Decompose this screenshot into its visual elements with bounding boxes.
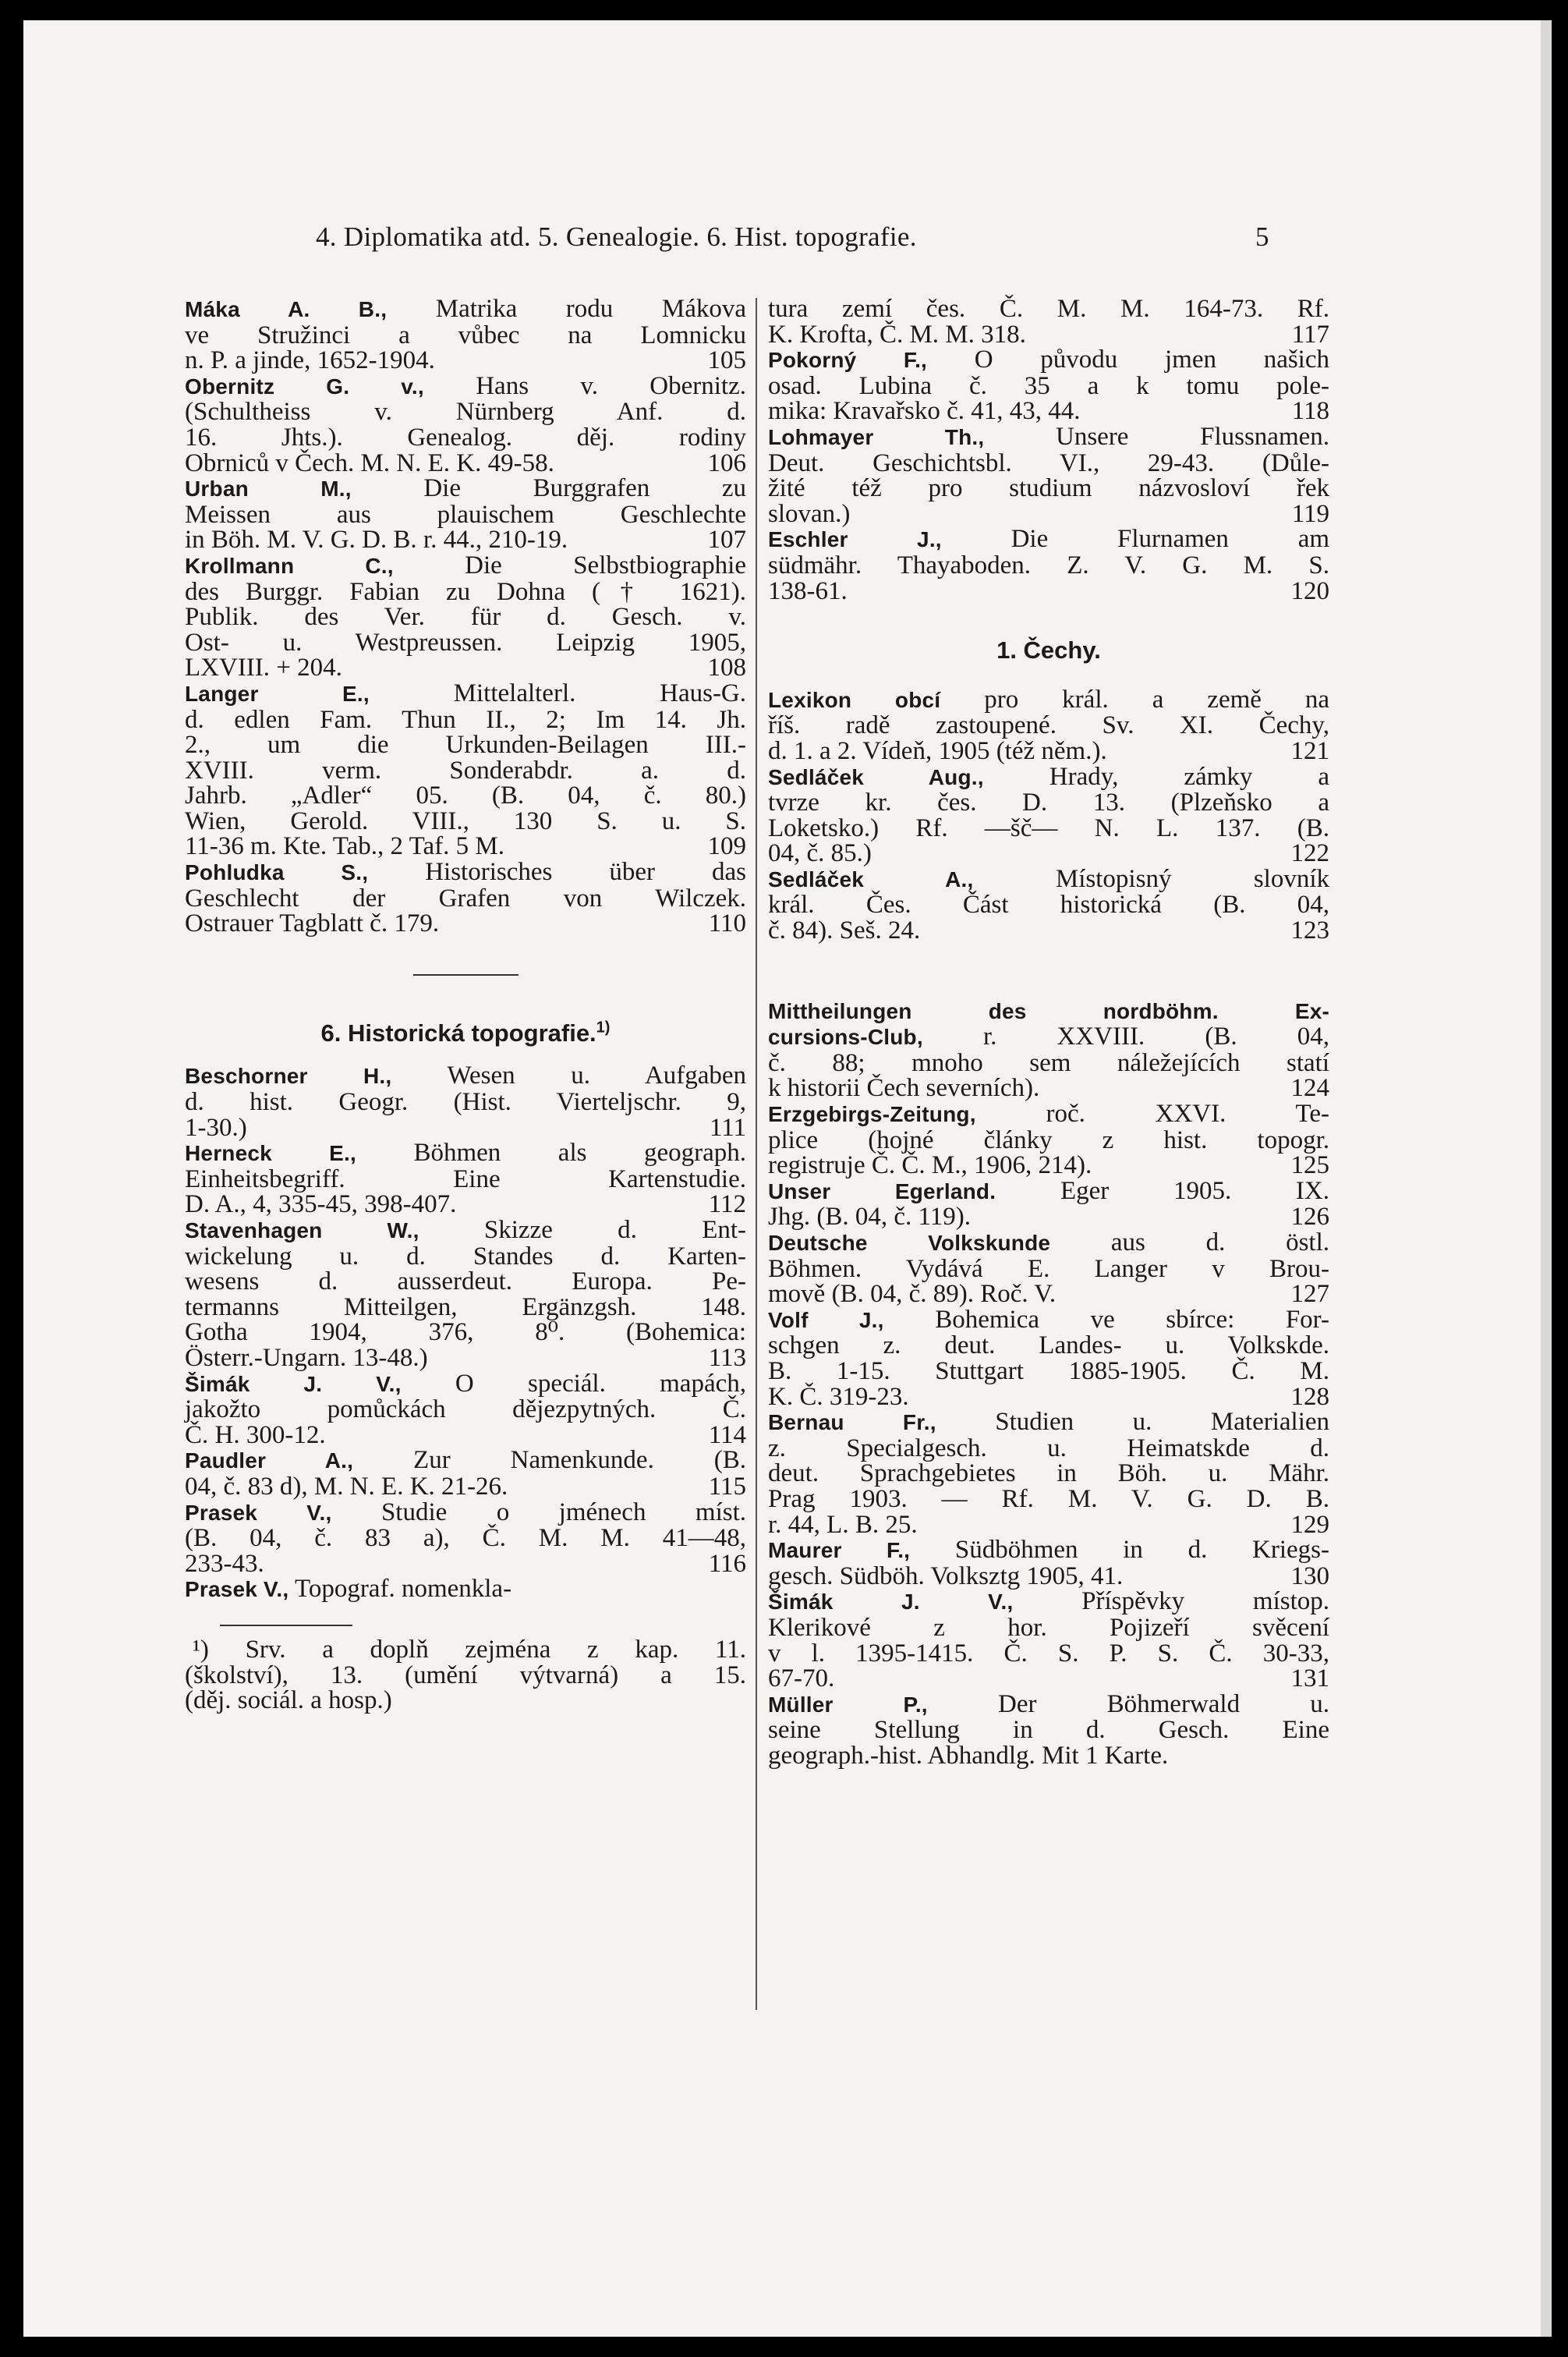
bibliography-entry	[185, 1371, 746, 1448]
entry-text: Historisches über das	[425, 858, 746, 887]
bibliography-entry	[768, 526, 1329, 604]
entry-line	[768, 448, 1329, 477]
entry-line	[768, 1125, 1329, 1154]
entry-author: Deutsche Volkskunde	[768, 1231, 1051, 1255]
entry-text: Böhmen als geograph.	[413, 1139, 746, 1168]
entry-text: Gotha 1904, 376, 8⁰. (Bohemica:	[185, 1318, 746, 1347]
entry-text: des Burggr. Fabian zu Dohna († 1621).	[185, 577, 746, 606]
entry-line	[185, 1244, 746, 1270]
entry-text: B. 1-15. Stuttgart 1885-1905. Č. M.	[768, 1356, 1329, 1385]
page-edge	[1541, 20, 1552, 2337]
entry-text: pro král. a země na	[984, 685, 1330, 714]
bibliography-entry	[185, 1063, 746, 1140]
entry-author: Bernau Fr.,	[768, 1410, 936, 1435]
entry-line	[768, 424, 1329, 451]
entry-author: Erzgebirgs-Zeitung,	[768, 1102, 976, 1127]
entry-text: Hans v. Obernitz.	[476, 371, 746, 400]
footnote	[185, 1637, 746, 1714]
entry-author: Langer E.,	[185, 681, 370, 706]
entry-author: Šimák J. V.,	[185, 1371, 402, 1396]
entry-number: 111	[709, 1113, 746, 1142]
entry-text: D. A., 4, 335-45, 398-407.	[185, 1190, 457, 1219]
entry-line	[768, 1666, 1329, 1692]
entry-text: Südböhmen in d. Kriegs-	[954, 1536, 1330, 1565]
entry-line	[185, 1115, 746, 1141]
entry-line	[768, 687, 1329, 714]
entry-number: 125	[1290, 1151, 1329, 1180]
entry-line	[185, 783, 746, 809]
entry-author: Pohludka S.,	[185, 860, 369, 885]
bibliography-entry	[185, 476, 746, 553]
entry-author: Sedláček Aug.,	[768, 764, 984, 789]
entry-line	[185, 1063, 746, 1090]
bibliography-entry	[768, 1409, 1329, 1537]
entry-line	[768, 322, 1329, 348]
entry-author: Unser Egerland.	[768, 1178, 996, 1203]
entry-text: K. Krofta, Č. M. M. 318.	[768, 320, 1026, 349]
page-number: 5	[1255, 222, 1269, 252]
entry-line	[185, 1345, 746, 1371]
entry-line	[768, 1384, 1329, 1410]
entry-text: osad. Lubina č. 35 a k tomu pole-	[768, 371, 1329, 400]
entry-text: 11-36 m. Kte. Tab., 2 Taf. 5 M.	[185, 832, 504, 861]
bibliography-entry	[185, 681, 746, 860]
entry-line	[768, 1409, 1329, 1436]
entry-text: Die Burggrafen zu	[423, 474, 747, 503]
entry-line	[768, 499, 1329, 528]
entry-number: 119	[1291, 499, 1329, 528]
entry-author: Šimák J. V.,	[768, 1590, 1014, 1614]
entry-author: Beschorner H.,	[185, 1064, 392, 1089]
entry-text: registruje Č. Č. M., 1906, 214).	[768, 1151, 1092, 1180]
entry-text: roč. XXVI. Te-	[1046, 1100, 1330, 1129]
entry-line	[185, 834, 746, 860]
entry-text: Ost- u. Westpreussen. Leipzig 1905,	[185, 628, 746, 657]
entry-line	[768, 347, 1329, 374]
entry-line	[768, 296, 1329, 322]
entry-line	[768, 1101, 1329, 1128]
entry-line	[768, 1512, 1329, 1538]
entry-line	[768, 1333, 1329, 1359]
entry-text: d. hist. Geogr. (Hist. Vierteljschr. 9,	[185, 1088, 746, 1117]
entry-line	[768, 1178, 1329, 1205]
footnote-mark: 1)	[596, 1019, 611, 1037]
bibliography-entry	[185, 860, 746, 937]
entry-line	[768, 713, 1329, 739]
entry-line	[185, 655, 746, 681]
entry-text: 138-61.	[768, 576, 848, 605]
entry-author: Krollmann C.,	[185, 553, 394, 578]
entry-author: Maurer F.,	[768, 1538, 911, 1563]
entry-line	[185, 758, 746, 784]
entry-text: geograph.-hist. Abhandlg. Mit 1 Karte.	[768, 1741, 1169, 1770]
subsection-heading: 1. Čechy.	[996, 636, 1101, 665]
entry-line	[768, 813, 1329, 842]
entry-text: Geschlecht der Grafen von Wilczek.	[185, 884, 746, 913]
entry-text: Jhg. (B. 04, č. 119).	[768, 1203, 972, 1232]
entry-text: 04, č. 83 d), M. N. E. K. 21-26.	[185, 1472, 508, 1501]
entry-text: Meissen aus plauischem Geschlechte	[185, 500, 746, 529]
entry-line	[185, 630, 746, 656]
entry-line	[768, 1641, 1329, 1667]
entry-text: jakožto pomůckách dějezpytných. Č.	[185, 1395, 746, 1424]
running-head: 4. Diplomatika atd. 5. Genealogie. 6. Hist. topografie.	[316, 222, 917, 252]
entry-line	[185, 1448, 746, 1474]
entry-line	[185, 1292, 746, 1321]
entry-text: Eger 1905. IX.	[1060, 1176, 1329, 1205]
bibliography-entry	[768, 1307, 1329, 1409]
entry-line	[768, 736, 1329, 765]
entry-number: 115	[708, 1472, 746, 1501]
bibliography-entry	[185, 296, 746, 374]
entry-text: říš. radě zastoupené. Sv. XI. Čechy,	[768, 711, 1329, 740]
entry-line	[768, 1717, 1329, 1743]
entry-line	[768, 1615, 1329, 1641]
entry-text: termanns Mitteilgen, Ergänzgsh. 148.	[185, 1292, 746, 1321]
entry-text: Unsere Flussnamen.	[1056, 422, 1330, 451]
entry-line	[185, 399, 746, 425]
entry-line	[768, 1204, 1329, 1230]
entry-author: Mittheilungen des nordböhm. Ex-	[768, 998, 1329, 1023]
entry-text: 2., um die Urkunden-Beilagen III.-	[185, 731, 746, 760]
entry-text: Skizze d. Ent-	[483, 1216, 747, 1244]
entry-text: Příspěvky místop.	[1081, 1587, 1329, 1616]
entry-number: 106	[707, 448, 746, 477]
entry-line	[768, 918, 1329, 944]
entry-line	[185, 296, 746, 323]
entry-text: Loketsko.) Rf. —šč— N. L. 137. (B.	[768, 813, 1329, 842]
entry-number: 121	[1290, 736, 1329, 765]
entry-number: 110	[708, 909, 746, 938]
entry-author: Pokorný F.,	[768, 348, 928, 373]
entry-text: Die Selbstbiographie	[465, 551, 746, 580]
bibliography-entry	[185, 553, 746, 681]
bibliography-entry	[768, 764, 1329, 867]
entry-line	[768, 399, 1329, 424]
entry-text: Bohemica ve sbírce: For-	[935, 1305, 1329, 1334]
entry-line	[768, 576, 1329, 605]
bibliography-entry	[185, 1497, 746, 1578]
entry-line	[185, 806, 746, 835]
entry-text: mově (B. 04, č. 89). Roč. V.	[768, 1280, 1057, 1309]
bibliography-entry	[185, 1448, 746, 1499]
entry-text: LXVIII. + 204.	[185, 654, 342, 682]
entry-line	[185, 1551, 746, 1577]
entry-line	[768, 1689, 1330, 1718]
footnote-line: (školství), 13. (umění výtvarná) a 15.	[185, 1661, 746, 1689]
entry-text: gesch. Südböh. Volksztg 1905, 41.	[768, 1561, 1124, 1590]
entry-text: seine Stellung in d. Gesch. Eine	[768, 1716, 1329, 1745]
bibliography-entry	[768, 1689, 1330, 1770]
entry-text: Die Flurnamen am	[1011, 525, 1330, 554]
right-column	[768, 296, 1329, 1768]
entry-text: 67-70.	[768, 1664, 835, 1693]
entry-line	[768, 476, 1329, 502]
entry-text: král. Čes. Část historická (B. 04,	[768, 891, 1329, 920]
entry-text: Böhmen. Vydává E. Langer v Brou-	[768, 1254, 1329, 1283]
entry-line	[768, 1024, 1329, 1051]
entry-number: 131	[1290, 1664, 1329, 1693]
entry-text: plice (hojné články z hist. topogr.	[768, 1125, 1329, 1154]
entry-line	[768, 553, 1329, 579]
entry-text: 16. Jhts.). Genealog. děj. rodiny	[185, 423, 746, 452]
entry-number: 109	[707, 832, 746, 861]
entry-number: 127	[1290, 1280, 1329, 1309]
entry-line	[768, 1281, 1329, 1307]
entry-line	[185, 886, 746, 912]
bibliography-entry	[768, 1589, 1329, 1691]
entry-author: Herneck E.,	[185, 1141, 356, 1166]
entry-text: Klerikové z hor. Pojizeří svěcení	[768, 1613, 1329, 1642]
entry-text: č. 88; mnoho sem náležejících statí	[768, 1048, 1329, 1077]
entry-text: slovan.)	[768, 499, 851, 528]
entry-line	[768, 1307, 1329, 1334]
entry-line	[185, 681, 746, 707]
entry-author: Prasek V.,	[185, 1577, 289, 1602]
entry-text: Topograf. nomenkla-	[294, 1575, 512, 1604]
entry-author: Stavenhagen W.,	[185, 1218, 419, 1242]
entry-line	[185, 323, 746, 349]
entry-text: in Böh. M. V. G. D. B. r. 44., 210-19.	[185, 526, 568, 555]
footnote-line: (děj. sociál. a hosp.)	[185, 1686, 392, 1715]
entry-line	[185, 1420, 746, 1449]
entry-number: 116	[708, 1549, 746, 1578]
bibliography-entry	[185, 1576, 746, 1603]
entry-author-continued: cursions-Club,	[768, 1025, 923, 1050]
entry-line	[185, 1090, 746, 1115]
bibliography-entry	[768, 424, 1329, 526]
entry-line	[768, 1484, 1329, 1513]
entry-line	[185, 553, 746, 580]
entry-line	[185, 527, 746, 553]
entry-line	[185, 502, 746, 528]
entry-text: tura zemí čes. Č. M. M. 164-73. Rf.	[768, 295, 1329, 323]
entry-line	[185, 1192, 746, 1217]
entry-line	[768, 1537, 1329, 1564]
entry-text: (Schultheiss v. Nürnberg Anf. d.	[185, 398, 746, 427]
entry-line	[185, 448, 746, 477]
entry-line	[185, 707, 746, 733]
entry-text: Zur Namenkunde. (B.	[413, 1446, 746, 1475]
entry-text: Místopisný slovník	[1055, 864, 1330, 893]
entry-line	[185, 476, 746, 502]
bibliography-entry	[768, 1537, 1329, 1589]
entry-author: Urban M.,	[185, 477, 352, 502]
entry-number: 117	[1291, 320, 1329, 349]
entry-line	[185, 1217, 746, 1244]
entry-text: Studie o jménech míst.	[380, 1497, 746, 1526]
column-divider	[756, 298, 757, 2010]
entry-line	[768, 1153, 1329, 1178]
entry-text: Prag 1903. — Rf. M. V. G. D. B.	[768, 1484, 1329, 1513]
entry-text: Publik. des Ver. für d. Gesch. v.	[185, 603, 746, 632]
bibliography-entry	[185, 1217, 746, 1371]
entry-line	[768, 1256, 1329, 1282]
entry-text: Č. H. 300-12.	[185, 1420, 326, 1449]
entry-line	[768, 1076, 1329, 1101]
entry-line	[185, 732, 746, 758]
entry-line	[185, 604, 746, 630]
entry-line	[185, 1320, 746, 1345]
entry-text: č. 84). Seš. 24.	[768, 916, 921, 945]
bibliography-entry	[768, 864, 1330, 945]
entry-author: Paudler A.,	[185, 1448, 354, 1473]
entry-author: Eschler J.,	[768, 527, 942, 552]
entry-text: Österr.-Ungarn. 13-48.)	[185, 1343, 428, 1372]
entry-text: d. edlen Fam. Thun II., 2; Im 14. Jh.	[185, 705, 746, 734]
entry-text: (B. 04, č. 83 a), Č. M. M. 41—48,	[185, 1524, 746, 1553]
entry-line	[768, 1230, 1329, 1256]
entry-line	[768, 1048, 1329, 1077]
entry-number: 120	[1290, 576, 1329, 605]
entry-text: K. Č. 319-23.	[768, 1382, 909, 1411]
bibliography-entry	[768, 296, 1329, 347]
entry-number: 130	[1290, 1561, 1329, 1590]
entry-author: Lexikon obcí	[768, 687, 941, 712]
entry-author: Obernitz G. v.,	[185, 374, 424, 399]
entry-author: Máka A. B.,	[185, 297, 388, 321]
entry-author: Sedláček A.,	[768, 867, 974, 891]
section-heading-text: 6. Historická topografie.	[320, 1019, 596, 1047]
entry-number: 107	[707, 526, 746, 555]
entry-text: r. 44, L. B. 25.	[768, 1510, 918, 1539]
entry-line	[768, 1561, 1329, 1590]
entry-line	[768, 1461, 1329, 1487]
bibliography-entry	[768, 998, 1329, 1101]
entry-line	[768, 371, 1329, 400]
entry-number: 129	[1290, 1510, 1329, 1539]
entry-text: schgen z. deut. Landes- u. Volkskde.	[768, 1331, 1329, 1360]
entry-author: Volf J.,	[768, 1307, 884, 1332]
entry-number: 108	[707, 654, 746, 682]
entry-text: Obrniců v Čech. M. N. E. K. 49-58.	[185, 448, 554, 477]
entry-line	[768, 790, 1329, 816]
bibliography-entry	[185, 1140, 746, 1217]
bibliography-entry	[768, 1230, 1329, 1307]
entry-text: r. XXVIII. (B. 04,	[982, 1023, 1329, 1051]
entry-text: O původu jmen našich	[974, 346, 1329, 374]
entry-author: Prasek V.,	[185, 1500, 332, 1525]
entry-text: XVIII. verm. Sonderabdr. a. d.	[185, 756, 746, 785]
bibliography-entry	[185, 371, 746, 477]
entry-number: 113	[708, 1343, 746, 1372]
entry-text: Mittelalterl. Haus-G.	[453, 679, 747, 707]
entry-line	[185, 371, 746, 400]
section-heading	[185, 1021, 746, 1047]
entry-line	[768, 764, 1329, 791]
entry-line	[185, 1164, 746, 1193]
entry-text: 1-30.)	[185, 1113, 247, 1142]
entry-line	[185, 1397, 746, 1423]
entry-text: südmähr. Thayaboden. Z. V. G. M. S.	[768, 551, 1329, 580]
entry-number: 118	[1291, 397, 1329, 426]
entry-line	[768, 841, 1329, 867]
entry-line	[185, 911, 746, 937]
left-column	[185, 296, 746, 1714]
entry-line	[185, 1576, 746, 1603]
entry-line	[185, 348, 746, 374]
entry-text: v l. 1395-1415. Č. S. P. S. Č. 30-33,	[768, 1639, 1329, 1668]
entry-text: Studien u. Materialien	[995, 1408, 1330, 1437]
entry-text: Hrady, zámky a	[1049, 762, 1330, 791]
entry-text: Einheitsbegriff. Eine Kartenstudie.	[185, 1164, 746, 1193]
entry-number: 128	[1290, 1382, 1329, 1411]
entry-text: wesens d. ausserdeut. Europa. Pe-	[185, 1267, 746, 1296]
entry-text: Matrika rodu Mákova	[435, 295, 746, 323]
entry-text: žité též pro studium názvosloví řek	[768, 474, 1329, 503]
entry-line	[768, 1589, 1329, 1615]
entry-text: Ostrauer Tagblatt č. 179.	[185, 909, 440, 938]
entry-text: k historii Čech severních).	[768, 1074, 1040, 1103]
entry-text: 233-43.	[185, 1549, 264, 1578]
entry-line	[768, 1743, 1329, 1769]
entry-line	[768, 864, 1330, 893]
entry-line	[768, 892, 1329, 918]
bibliography-entry	[768, 687, 1329, 764]
entry-line	[185, 1474, 746, 1500]
entry-number: 126	[1290, 1203, 1329, 1232]
entry-text: 04, č. 85.)	[768, 839, 872, 868]
entry-text: O speciál. mapách,	[455, 1369, 747, 1398]
footnote-line: ¹) Srv. a doplň zejména z kap. 11.	[193, 1635, 746, 1664]
entry-number: 105	[707, 346, 746, 375]
entry-line	[185, 577, 746, 606]
entry-author: Lohmayer Th.,	[768, 424, 985, 449]
entry-number: 114	[708, 1420, 746, 1449]
entry-line	[185, 1140, 746, 1167]
entry-line	[185, 425, 746, 451]
entry-line	[185, 1526, 746, 1551]
entry-line	[185, 860, 746, 886]
entry-text: ve Stružinci a vůbec na Lomnicku	[185, 321, 746, 349]
entry-number: 122	[1290, 839, 1329, 868]
entry-text: Der Böhmerwald u.	[997, 1689, 1330, 1718]
entry-text: Wesen u. Aufgaben	[447, 1062, 746, 1090]
entry-text: mika: Kravařsko č. 41, 43, 44.	[768, 397, 1081, 426]
entry-text: n. P. a jinde, 1652-1904.	[185, 346, 435, 375]
entry-number: 124	[1290, 1074, 1329, 1103]
entry-line	[768, 526, 1329, 553]
entry-text: d. 1. a 2. Vídeň, 1905 (též něm.).	[768, 736, 1107, 765]
entry-text: aus d. östl.	[1110, 1228, 1329, 1256]
entry-text: Deut. Geschichtsbl. VI., 29-43. (Důle-	[768, 448, 1329, 477]
entry-line	[185, 1371, 746, 1398]
entry-line	[768, 1436, 1329, 1462]
entry-text: wickelung u. d. Standes d. Karten-	[185, 1242, 746, 1271]
entry-text: z. Specialgesch. u. Heimatskde d.	[768, 1434, 1329, 1462]
bibliography-entry	[768, 1178, 1329, 1230]
entry-line	[768, 998, 1329, 1025]
entry-line	[185, 1497, 746, 1526]
bibliography-entry	[768, 347, 1329, 424]
entry-text: Wien, Gerold. VIII., 130 S. u. S.	[185, 806, 746, 835]
entry-line	[185, 1269, 746, 1295]
entry-author: Müller P.,	[768, 1692, 928, 1717]
entry-text: deut. Sprachgebietes in Böh. u. Mähr.	[768, 1459, 1329, 1488]
entry-number: 123	[1290, 916, 1329, 945]
entry-line	[768, 1356, 1329, 1385]
bibliography-entry	[768, 1101, 1329, 1178]
entry-text: Jahrb. „Adler“ 05. (B. 04, č. 80.)	[185, 782, 746, 810]
entry-number: 112	[708, 1190, 746, 1219]
entry-text: tvrze kr. čes. D. 13. (Plzeňsko a	[768, 789, 1329, 817]
